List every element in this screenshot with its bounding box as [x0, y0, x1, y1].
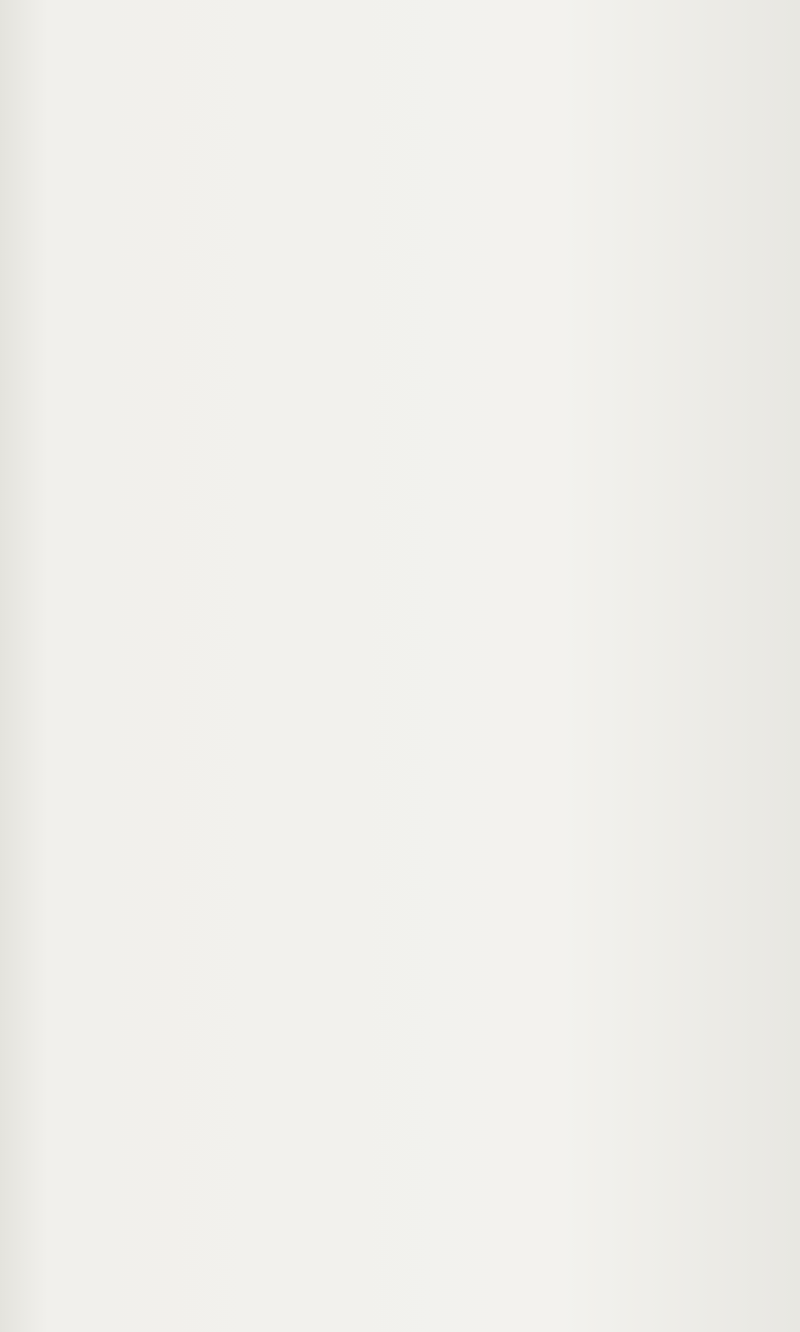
page-header: [48, 72, 698, 102]
pages-column-label: [48, 112, 698, 128]
table-of-contents: [48, 112, 698, 164]
